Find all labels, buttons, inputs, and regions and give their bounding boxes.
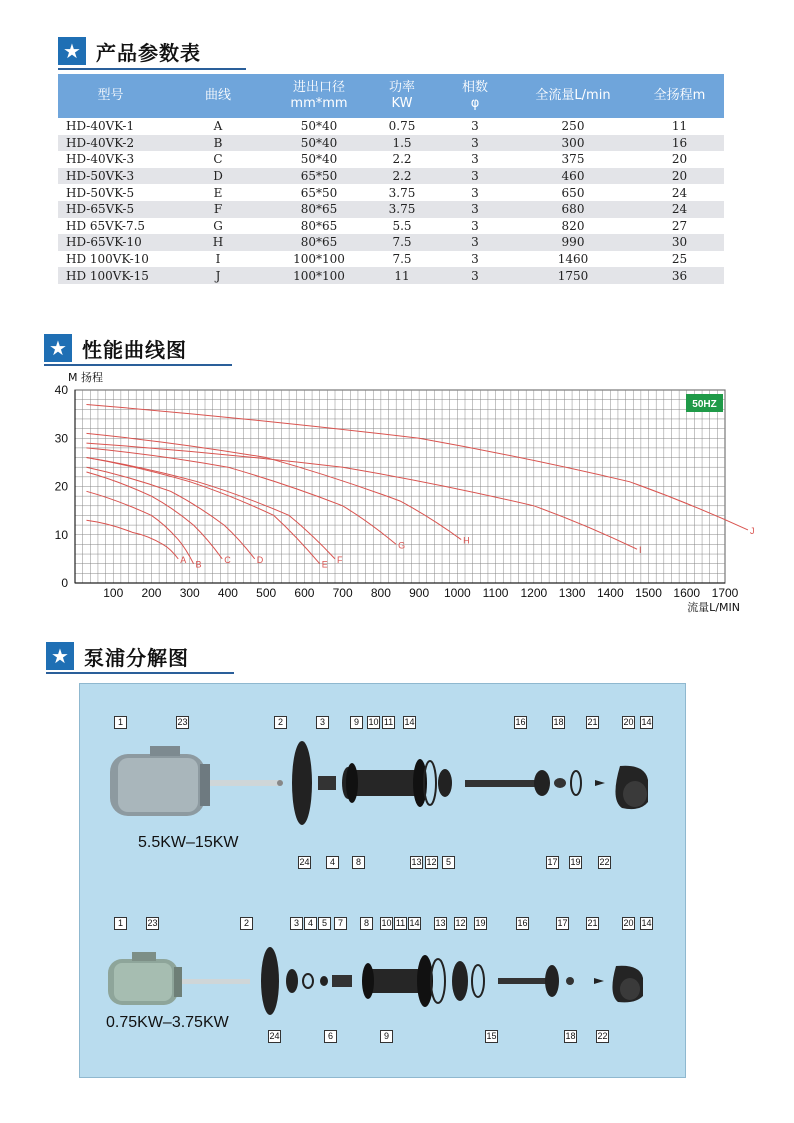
part-label: 3 — [316, 716, 329, 729]
part-label: 14 — [404, 717, 415, 727]
power-range-large: 5.5KW–15KW — [138, 834, 239, 851]
table-cell: G — [163, 218, 273, 235]
motor-small-drawing — [108, 952, 250, 1005]
y-tick-label: 40 — [54, 383, 68, 397]
series-label: B — [195, 559, 202, 570]
table-row — [58, 218, 724, 235]
divider — [58, 68, 246, 70]
series-label: H — [463, 535, 470, 546]
series-label: A — [180, 554, 187, 565]
series-label: E — [321, 559, 328, 570]
part-label: 9 — [350, 716, 363, 729]
table-cell: HD-40VK-3 — [58, 151, 163, 168]
table-cell: 460 — [511, 168, 635, 185]
table-cell: 3 — [439, 201, 511, 218]
column-header-text: 型号 — [97, 88, 124, 103]
table-cell: HD 100VK-15 — [58, 267, 163, 284]
part-label: 8 — [352, 856, 365, 869]
part-label: 12 — [426, 857, 437, 867]
part-label: 21 — [587, 717, 598, 727]
column-header — [635, 74, 724, 118]
table-cell: 2.2 — [365, 168, 439, 185]
motor-large-drawing — [110, 746, 283, 816]
table-cell: E — [163, 184, 273, 201]
part-label: 18 — [553, 717, 564, 727]
part-label: 4 — [326, 856, 339, 869]
table-cell: HD-40VK-2 — [58, 135, 163, 152]
column-header-text: 曲线 — [204, 88, 231, 103]
table-cell: HD-40VK-1 — [58, 118, 163, 135]
y-tick-label: 30 — [54, 431, 68, 446]
x-tick-label: 1600 — [673, 586, 701, 600]
column-header — [273, 74, 365, 118]
part-label: 2 — [274, 716, 287, 729]
part-label: 16 — [515, 717, 526, 727]
x-tick-label: 400 — [217, 586, 238, 600]
series-label: J — [749, 525, 755, 536]
table-cell: 375 — [511, 151, 635, 168]
x-tick-label: 1100 — [482, 586, 509, 600]
y-tick-label: 20 — [54, 479, 68, 494]
table-row — [58, 135, 724, 152]
table-cell: 27 — [635, 218, 724, 235]
x-tick-label: 900 — [409, 586, 430, 600]
table-cell: 5.5 — [365, 218, 439, 235]
part-label: 8 — [360, 917, 373, 930]
table-row — [58, 168, 724, 185]
column-header-text: 相数 — [461, 80, 488, 95]
column-header — [511, 74, 635, 118]
table-row — [58, 234, 724, 251]
pump-large-parts — [292, 741, 648, 825]
table-cell: 990 — [511, 234, 635, 251]
table-cell: J — [163, 267, 273, 284]
section-title: 产品参数表 — [96, 40, 201, 65]
table-cell: 16 — [635, 135, 724, 152]
table-cell: D — [163, 168, 273, 185]
series-label: G — [398, 540, 406, 551]
table-cell: 65*50 — [273, 168, 365, 185]
x-tick-label: 1300 — [558, 586, 586, 600]
table-cell: 820 — [511, 218, 635, 235]
part-label: 17 — [557, 918, 568, 928]
table-cell: 3 — [439, 251, 511, 268]
y-tick-label: 10 — [54, 527, 68, 542]
table-cell: 680 — [511, 201, 635, 218]
section-header-specs — [58, 36, 201, 66]
part-label: 5 — [318, 917, 331, 930]
y-axis-label: M 扬程 — [68, 371, 103, 384]
x-tick-label: 1700 — [711, 586, 739, 600]
table-row — [58, 267, 724, 284]
part-label: 21 — [587, 918, 598, 928]
table-cell: C — [163, 151, 273, 168]
part-label: 6 — [324, 1030, 337, 1043]
section-title: 泵浦分解图 — [84, 645, 189, 670]
table-cell: 50*40 — [273, 118, 365, 135]
column-header-text: 进出口径 — [292, 80, 345, 95]
table-cell: HD 65VK-7.5 — [58, 218, 163, 235]
part-label: 1 — [114, 716, 127, 729]
power-range-small: 0.75KW–3.75KW — [106, 1014, 229, 1031]
star-icon: ★ — [46, 642, 74, 670]
part-label: 3 — [290, 917, 303, 930]
part-label: 11 — [395, 918, 406, 928]
table-cell: 50*40 — [273, 151, 365, 168]
y-tick-label: 0 — [61, 576, 68, 590]
column-header-unit: φ — [470, 96, 480, 111]
part-label: 22 — [599, 857, 610, 867]
table-cell: 2.2 — [365, 151, 439, 168]
table-cell: 100*100 — [273, 251, 365, 268]
part-label: 22 — [597, 1031, 608, 1041]
part-label: 23 — [177, 717, 188, 727]
table-cell: 1460 — [511, 251, 635, 268]
frequency-badge-text: 50HZ — [692, 399, 717, 410]
part-label: 10 — [368, 717, 379, 727]
table-cell: 36 — [635, 267, 724, 284]
table-cell: 3 — [439, 218, 511, 235]
table-cell: 20 — [635, 151, 724, 168]
table-cell: 24 — [635, 184, 724, 201]
table-cell: 3 — [439, 184, 511, 201]
section-header-curves — [44, 333, 187, 363]
table-cell: 3 — [439, 135, 511, 152]
part-label: 17 — [547, 857, 558, 867]
x-tick-label: 100 — [103, 586, 124, 600]
table-cell: 20 — [635, 168, 724, 185]
table-cell: 80*65 — [273, 234, 365, 251]
part-label: 24 — [299, 857, 310, 867]
table-cell: 80*65 — [273, 218, 365, 235]
x-tick-label: 800 — [370, 586, 391, 600]
spec-table — [58, 74, 724, 284]
column-header — [439, 74, 511, 118]
table-cell: 3 — [439, 151, 511, 168]
table-cell: H — [163, 234, 273, 251]
x-tick-label: 1400 — [596, 586, 624, 600]
table-cell: 25 — [635, 251, 724, 268]
table-cell: 3.75 — [365, 184, 439, 201]
part-label: 20 — [623, 918, 634, 928]
part-label: 13 — [435, 918, 446, 928]
table-cell: 0.75 — [365, 118, 439, 135]
section-title: 性能曲线图 — [82, 337, 187, 362]
column-header — [365, 74, 439, 118]
part-label: 9 — [380, 1030, 393, 1043]
performance-chart — [40, 370, 760, 615]
part-label: 4 — [304, 917, 317, 930]
table-cell: HD-65VK-5 — [58, 201, 163, 218]
part-label: 16 — [517, 918, 528, 928]
series-label: I — [639, 545, 642, 556]
part-label: 19 — [570, 857, 581, 867]
table-cell: 24 — [635, 201, 724, 218]
column-header-text: 全流量L/min — [535, 88, 611, 103]
table-cell: F — [163, 201, 273, 218]
table-cell: B — [163, 135, 273, 152]
part-label: 14 — [641, 918, 652, 928]
exploded-view-panel — [79, 683, 686, 1078]
part-label: 18 — [565, 1031, 576, 1041]
x-tick-label: 200 — [141, 586, 162, 600]
star-icon: ★ — [58, 37, 86, 65]
series-label: F — [337, 554, 343, 565]
table-cell: 1.5 — [365, 135, 439, 152]
part-label: 20 — [623, 717, 634, 727]
table-cell: 3 — [439, 118, 511, 135]
table-cell: 3 — [439, 168, 511, 185]
part-label: 2 — [240, 917, 253, 930]
column-header-text: 全扬程m — [653, 88, 706, 103]
table-cell: 7.5 — [365, 251, 439, 268]
part-label: 19 — [475, 918, 486, 928]
part-label: 23 — [147, 918, 158, 928]
column-header-unit: KW — [391, 96, 413, 111]
part-label: 14 — [641, 717, 652, 727]
column-header-unit: mm*mm — [290, 96, 348, 111]
x-tick-label: 1000 — [444, 586, 471, 600]
pump-small-parts — [261, 947, 643, 1015]
table-cell: 3 — [439, 267, 511, 284]
column-header-text: 功率 — [388, 80, 415, 95]
table-cell: HD-65VK-10 — [58, 234, 163, 251]
table-cell: 300 — [511, 135, 635, 152]
part-label: 12 — [455, 918, 466, 928]
section-header-exploded — [46, 641, 189, 671]
x-tick-label: 700 — [332, 586, 353, 600]
table-row — [58, 118, 724, 135]
table-cell: 650 — [511, 184, 635, 201]
part-label: 15 — [486, 1031, 497, 1041]
table-cell: 3.75 — [365, 201, 439, 218]
x-tick-label: 1500 — [635, 586, 662, 600]
column-header — [58, 74, 163, 118]
table-row — [58, 201, 724, 218]
table-cell: HD-50VK-5 — [58, 184, 163, 201]
series-label: C — [224, 554, 231, 565]
table-cell: HD-50VK-3 — [58, 168, 163, 185]
table-cell: 30 — [635, 234, 724, 251]
part-label: 7 — [334, 917, 347, 930]
x-tick-label: 500 — [256, 586, 277, 600]
table-cell: 11 — [635, 118, 724, 135]
table-cell: 80*65 — [273, 201, 365, 218]
part-label: 13 — [411, 857, 422, 867]
table-row — [58, 151, 724, 168]
table-row — [58, 184, 724, 201]
part-label: 5 — [442, 856, 455, 869]
part-label: 14 — [409, 918, 420, 928]
part-label: 11 — [383, 717, 394, 727]
x-axis-label: 流量L/MIN — [687, 601, 740, 614]
table-row — [58, 251, 724, 268]
x-tick-label: 1200 — [520, 586, 548, 600]
x-tick-label: 600 — [294, 586, 315, 600]
table-cell: 1750 — [511, 267, 635, 284]
table-cell: 65*50 — [273, 184, 365, 201]
table-cell: A — [163, 118, 273, 135]
table-cell: HD 100VK-10 — [58, 251, 163, 268]
x-tick-label: 300 — [179, 586, 200, 600]
table-cell: 3 — [439, 234, 511, 251]
divider — [44, 364, 232, 366]
part-label: 24 — [269, 1031, 280, 1041]
series-label: D — [256, 554, 264, 565]
column-header — [163, 74, 273, 118]
table-cell: 11 — [365, 267, 439, 284]
part-label: 10 — [381, 918, 392, 928]
table-cell: 7.5 — [365, 234, 439, 251]
part-label: 1 — [114, 917, 127, 930]
divider — [46, 672, 234, 674]
table-cell: 100*100 — [273, 267, 365, 284]
table-cell: I — [163, 251, 273, 268]
table-cell: 250 — [511, 118, 635, 135]
star-icon: ★ — [44, 334, 72, 362]
table-cell: 50*40 — [273, 135, 365, 152]
